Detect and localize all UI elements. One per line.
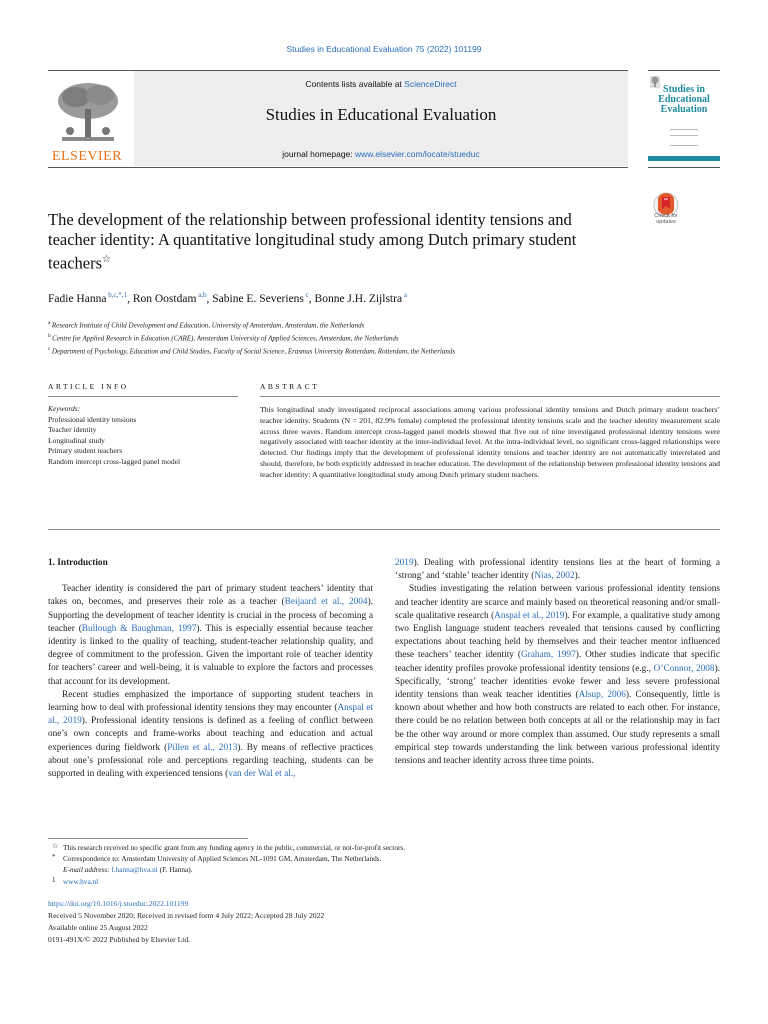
footnote-mark: 1 [52,875,56,884]
citation-link[interactable]: O’Connor, 2008 [653,663,715,674]
masthead [134,71,628,166]
body-text: ). Professional identity tensions is defined as a feeling of conflict between one’s own concepts and frame-works about teaching and education and actual experiences during fieldwork ( [48,716,373,753]
cover-decoration [670,145,698,146]
affiliation-item [48,318,668,331]
body-text: ). For example, a qualitative study among two English language student teachers revealed that tensions caused by conflicting expectations about teaching held by themselves and their teacher mentor influenced these teachers’ teacher identity ( [395,610,720,661]
contents-line [134,79,628,89]
body-text: ). Supporting the development of teacher identity is crucial in the process of becoming a teacher ( [48,597,374,634]
keyword-item: Teacher identity [48,425,97,434]
body-text: Studies investigating the relation between various professional identity tensions and teacher identity are scarce and mainly based on theoretical reasoning and/or small-scale qualitative research ( [395,584,720,621]
divider [48,396,238,397]
affiliation-mark: a [48,320,52,326]
journal-title: Studies in Educational Evaluation [265,105,497,124]
affiliation-item [48,331,668,344]
elsevier-tree-icon [48,79,126,149]
citation-link[interactable]: Bullough & Baughman, 1997 [81,623,197,634]
keywords-block [48,404,238,467]
check-for-updates-label[interactable]: Check for updates [654,213,678,225]
email-link[interactable]: f.hanna@hva.nl [111,865,158,875]
citation-link[interactable]: 2019 [395,558,414,568]
affiliation-text: Centre for Applied Research in Education (CARE), Amsterdam University of Applied Sciences, Amsterdam, the Netherlands [52,334,399,343]
body-text: ). Specifically, ‘strong’ teacher identities evoke fewer and less severe professional identity tensions than weak teacher identities ( [395,663,720,701]
institution-url-link[interactable]: www.hva.nl [63,876,99,886]
citation-link[interactable]: van der Wal et al., [228,769,296,780]
author-affiliation-marks[interactable]: b,c,*,1 [106,291,128,299]
citation-link[interactable]: Pillen et al., 2013 [167,742,238,753]
author-name[interactable]: Bonne J.H. Zijlstra [314,292,403,305]
email-label: E-mail address: [63,865,112,875]
journal-citation-link[interactable]: Studies in Educational Evaluation 75 (2022) 101199 [286,44,482,54]
copyright: 0191-491X/© 2022 Published by Elsevier Ltd. [48,935,191,944]
cover-decoration [670,135,698,136]
affiliations [48,318,668,356]
article-title [48,210,608,274]
abstract-text: This longitudinal study investigated reciprocal associations among various professional identity tensions and Dutch primary student teachers’ teacher identity. Students (N = 201, 82.9% female) completed the professional identity tensions scale and the teacher identity measurement scale across three waves. Random intercept cross-lagged panel models showed that five out of nine investigated professional identity tensions were negatively associated with teacher identity at the inter-individual level. At the intra-individual level, no significant cross-lagged relationships were detected. Our findings imply that the development of professional identity tensions and teacher identity are not automatically interrelated and should, therefore, be both explicitly addressed in teacher education. The development of the relationship between professional identity tensions and teacher identity: A quantitative longitudinal study among Dutch primary student teachers. [260,405,720,479]
author-list [48,291,668,305]
sciencedirect-link[interactable]: ScienceDirect [404,79,457,89]
keyword-item: Random intercept cross-lagged panel model [48,456,181,466]
body-column-right [395,557,720,768]
cover-decoration [670,129,698,130]
email-footnote [48,864,708,875]
affiliation-mark: b [48,332,53,339]
homepage-link[interactable]: www.elsevier.com/locate/stueduc [355,149,480,159]
title-footnote-mark[interactable]: ☆ [102,254,112,265]
received-dates: Received 5 November 2020; Received in revised form 4 July 2022; Accepted 28 July 2022 [48,911,325,920]
keywords-list [48,415,238,468]
body-column-left [48,557,373,781]
journal-cover-thumbnail[interactable] [648,70,720,168]
divider [260,396,720,397]
keyword-item: Professional identity tensions [48,414,137,424]
cover-band [648,156,720,161]
citation-link[interactable]: Anspal et al., 2019 [48,703,373,727]
citation-link[interactable]: Alsup, 2006 [578,690,626,701]
footnotes [48,842,708,887]
publication-info [48,898,708,946]
section-title: 1. Introduction [48,558,108,568]
citation-link[interactable]: Anspal et al., 2019 [494,610,565,621]
author-affiliation-marks[interactable]: a,b [196,291,207,299]
correspondence-footnote [48,853,708,864]
citation-link[interactable]: Beijaard et al., 2004 [284,597,368,608]
article-info-heading: ARTICLE INFO [48,382,129,391]
keyword-item: Primary student teachers [48,446,123,455]
body-paragraph [48,689,373,781]
author-separator: , [308,292,315,305]
journal-header [48,70,628,168]
affiliation-text: Department of Psychology, Education and Child Studies, Faculty of Social Science, Erasmus University Rotterdam, Rotterdam, the Netherlands [51,346,456,355]
email-suffix: (F. Hanna). [157,865,193,875]
affiliation-text: Research Institute of Child Development and Education, University of Amsterdam, Amsterdam, the Netherlands [51,321,365,330]
funding-text: This research received no specific grant from any funding agency in the public, commercial, or not-for-profit sectors. [63,843,406,852]
author-name[interactable]: Sabine E. Severiens [212,292,304,305]
body-text: ). [574,571,581,582]
body-text: ). Other studies indicate that specific teacher identity profiles provoke professional identity tensions (e.g., [395,650,720,674]
cover-title: Studies in Educational Evaluation [658,84,710,115]
body-text: Teacher identity is considered the part of primary student teachers’ identity that takes on, becomes, and preserves their role as a teacher ( [48,584,373,608]
author-name[interactable]: Fadie Hanna [48,292,107,305]
available-online: Available online 25 August 2022 [48,923,148,932]
author-name[interactable]: Ron Oostdam [132,292,197,305]
affiliation-item [48,344,668,357]
citation-link[interactable]: Graham, 1997 [520,650,576,661]
correspondence-text: Correspondence to: Amsterdam University of Applied Sciences NL-1091 GM, Amsterdam, The Netherlands. [63,854,382,864]
author-affiliation-marks[interactable]: c [303,291,309,299]
author-separator: , [206,292,213,305]
author-affiliation-marks[interactable]: a [402,291,407,299]
keywords-label: Keywords: [48,404,81,413]
body-text: ). This is especially essential because teacher identity is linked to the quality of teaching, student-teacher relationship quality, and degree of commitment to the profession. Given the important role of teacher identity for teachers’ career and well-being, it is valuable to explore the factors and processes that account for its development. [48,623,373,687]
doi-link[interactable]: https://doi.org/10.1016/j.stueduc.2022.101199 [48,899,189,908]
footnote-mark: * [52,853,56,862]
homepage-line [134,149,628,159]
body-text: ). Dealing with professional identity tensions lies at the heart of forming a ‘strong’ and ‘stable’ teacher identity ( [395,558,720,582]
elsevier-wordmark: ELSEVIER [51,149,123,164]
footnote-mark: ☆ [52,842,59,850]
body-paragraph [395,583,720,768]
body-text: ). Consequently, little is known about whether and how both constructs are related to each other. For instance, there could be no relation between both concepts at all or the relationship may in fact be the other way around or more complex than assumed. Our study represents a small empirical step towards understanding the link between various professional identity tensions and teacher identity across three time points. [395,690,720,767]
keyword-item: Longitudinal study [48,435,105,445]
funding-footnote [48,842,708,853]
body-text: Recent studies emphasized the importance of supporting student teachers in learning how to deal with professional identity tensions they may encounter ( [48,689,373,714]
article-title-text: The development of the relationship between professional identity tensions and teacher identity: A quantitative longitudinal study among Dutch primary student teachers [48,210,577,273]
body-text: ). By means of reflective practices about one’s professional role and perceptions regarding teaching, students can be supported in dealing with experienced tensions ( [48,742,374,780]
elsevier-logo[interactable] [48,79,126,165]
footnote-divider [48,838,248,839]
divider [48,529,720,530]
citation-link[interactable]: Nias, 2002 [534,571,575,582]
body-paragraph [48,583,373,689]
contents-prefix: Contents lists available at [305,79,405,89]
body-paragraph [395,557,720,583]
url-footnote [48,876,708,887]
affiliation-mark: c [48,345,52,352]
author-separator: , [127,292,133,305]
homepage-prefix: journal homepage: [282,149,356,159]
abstract-heading: ABSTRACT [260,382,320,391]
